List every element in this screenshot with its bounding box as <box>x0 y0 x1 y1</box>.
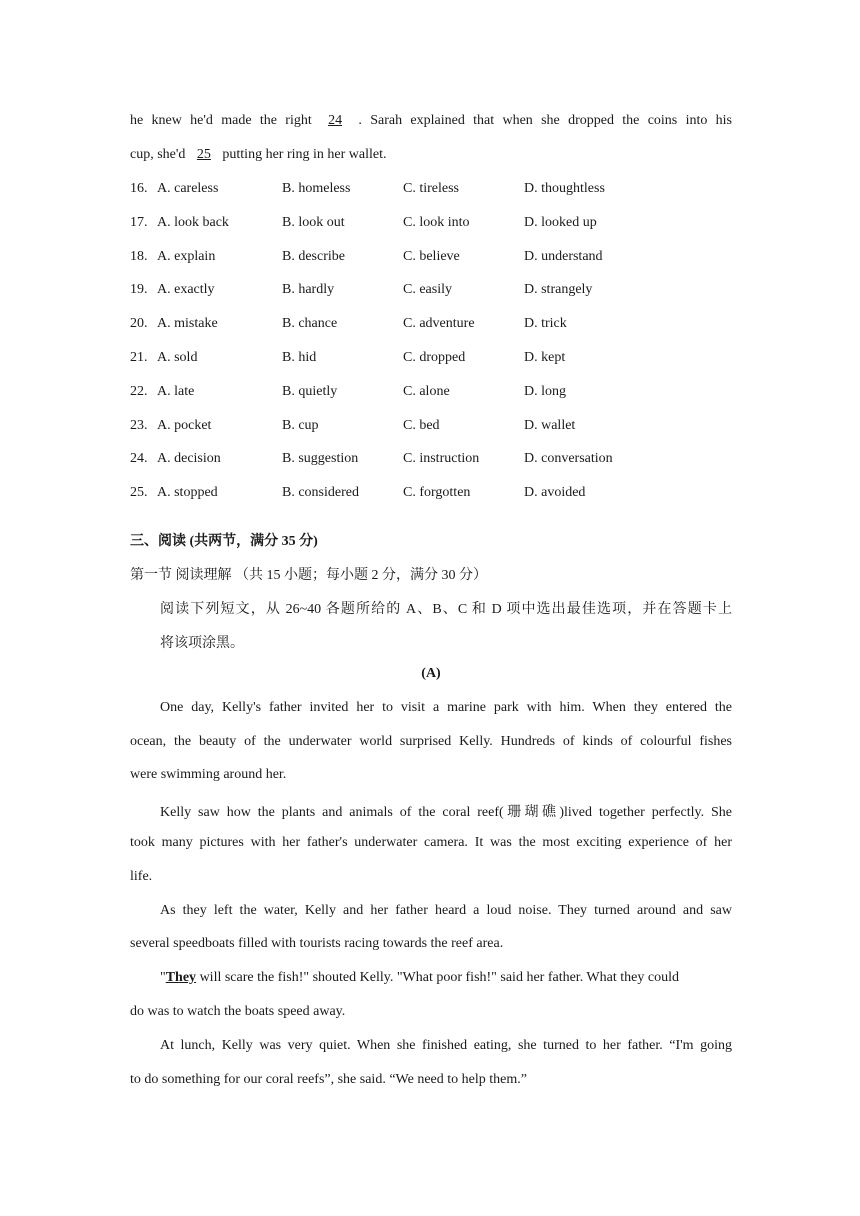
cloze-text: . Sarah explained that when she dropped the coins into his <box>358 113 733 128</box>
question-number: 20. <box>130 316 148 332</box>
passage-line: to do something for our coral reefs”, she said. “We need to help them.” <box>130 1072 527 1087</box>
option-b: B. suggestion <box>282 451 359 467</box>
passage-line: were swimming around her. <box>130 767 287 782</box>
cloze-text: he knew he'd made the right <box>130 113 312 128</box>
passage-line: Kelly saw how the plants and animals of the coral reef(珊瑚礁)lived together perfectly. She <box>160 805 732 820</box>
option-c: C. alone <box>403 383 450 399</box>
option-d: D. avoided <box>524 485 586 501</box>
question-number: 21. <box>130 350 148 365</box>
option-d: D. thoughtless <box>524 181 605 196</box>
instruction-line: 将该项涂黑。 <box>160 636 244 651</box>
option-b: B. cup <box>282 417 319 433</box>
passage-line: At lunch, Kelly was very quiet. When she finished eating, she turned to her father. “I'm going <box>160 1038 732 1053</box>
blank-25: 25 <box>196 147 211 162</box>
option-d: D. conversation <box>524 451 613 467</box>
cloze-line-1 <box>130 113 732 129</box>
option-b: B. quietly <box>282 383 338 399</box>
passage-line: As they left the water, Kelly and her father heard a loud noise. They turned around and saw <box>160 903 732 918</box>
passage-label: (A) <box>421 666 441 681</box>
option-d: D. long <box>524 383 566 399</box>
option-c: C. believe <box>403 248 460 264</box>
option-c: C. tireless <box>403 181 459 196</box>
option-c: C. bed <box>403 417 440 433</box>
passage-line: ocean, the beauty of the underwater world surprised Kelly. Hundreds of kinds of colourful fishes <box>130 734 732 749</box>
underlined-word-they: They <box>165 970 197 985</box>
option-b: B. hid <box>282 350 317 365</box>
option-d: D. wallet <box>524 417 576 433</box>
passage-line <box>160 970 732 986</box>
question-number: 24. <box>130 451 148 467</box>
option-a: A. careless <box>157 181 219 196</box>
option-c: C. instruction <box>403 451 480 467</box>
question-number: 19. <box>130 282 148 298</box>
question-number: 16. <box>130 181 148 196</box>
section-heading: 三、阅读 (共两节，满分 35 分) <box>130 534 318 549</box>
option-d: D. kept <box>524 350 566 365</box>
option-b: B. look out <box>282 214 345 230</box>
option-b: B. considered <box>282 485 359 501</box>
option-c: C. easily <box>403 282 452 298</box>
passage-line: do was to watch the boats speed away. <box>130 1004 346 1019</box>
option-c: C. forgotten <box>403 485 471 501</box>
cloze-text: cup, she'd <box>130 147 186 162</box>
passage-line: One day, Kelly's father invited her to visit a marine park with him. When they entered the <box>160 700 732 715</box>
option-a: A. exactly <box>157 282 215 298</box>
passage-line: several speedboats filled with tourists racing towards the reef area. <box>130 936 504 951</box>
option-a: A. explain <box>157 248 216 264</box>
option-a: A. decision <box>157 451 221 467</box>
option-a: A. late <box>157 383 195 399</box>
option-b: B. describe <box>282 248 345 264</box>
passage-line: took many pictures with her father's underwater camera. It was the most exciting experience of her <box>130 835 732 850</box>
option-a: A. look back <box>157 214 229 230</box>
quote-mark: " <box>160 970 166 985</box>
question-number: 18. <box>130 248 148 264</box>
option-b: B. homeless <box>282 181 351 196</box>
cloze-text: putting her ring in her wallet. <box>222 147 387 162</box>
question-number: 17. <box>130 214 148 230</box>
question-number: 23. <box>130 417 148 433</box>
passage-line: life. <box>130 869 153 884</box>
option-a: A. pocket <box>157 417 212 433</box>
option-a: A. stopped <box>157 485 218 501</box>
option-a: A. mistake <box>157 316 218 332</box>
question-number: 22. <box>130 383 148 399</box>
option-d: D. understand <box>524 248 603 264</box>
option-d: D. strangely <box>524 282 593 298</box>
option-b: B. chance <box>282 316 338 332</box>
passage-text: will scare the fish!" shouted Kelly. "What poor fish!" said her father. What they could <box>196 970 679 985</box>
question-number: 25. <box>130 485 148 501</box>
option-d: D. trick <box>524 316 567 332</box>
option-c: C. dropped <box>403 350 466 365</box>
option-c: C. look into <box>403 214 470 230</box>
option-a: A. sold <box>157 350 198 365</box>
option-b: B. hardly <box>282 282 335 298</box>
option-c: C. adventure <box>403 316 475 332</box>
blank-24: 24 <box>328 113 343 128</box>
instruction-line: 阅读下列短文，从 26~40 各题所给的 A、B、C 和 D 项中选出最佳选项，并在答题卡上 <box>160 602 732 617</box>
part-heading: 第一节 阅读理解 （共 15 小题；每小题 2 分，满分 30 分） <box>130 568 487 583</box>
cloze-line-2 <box>130 147 732 163</box>
option-d: D. looked up <box>524 214 597 230</box>
